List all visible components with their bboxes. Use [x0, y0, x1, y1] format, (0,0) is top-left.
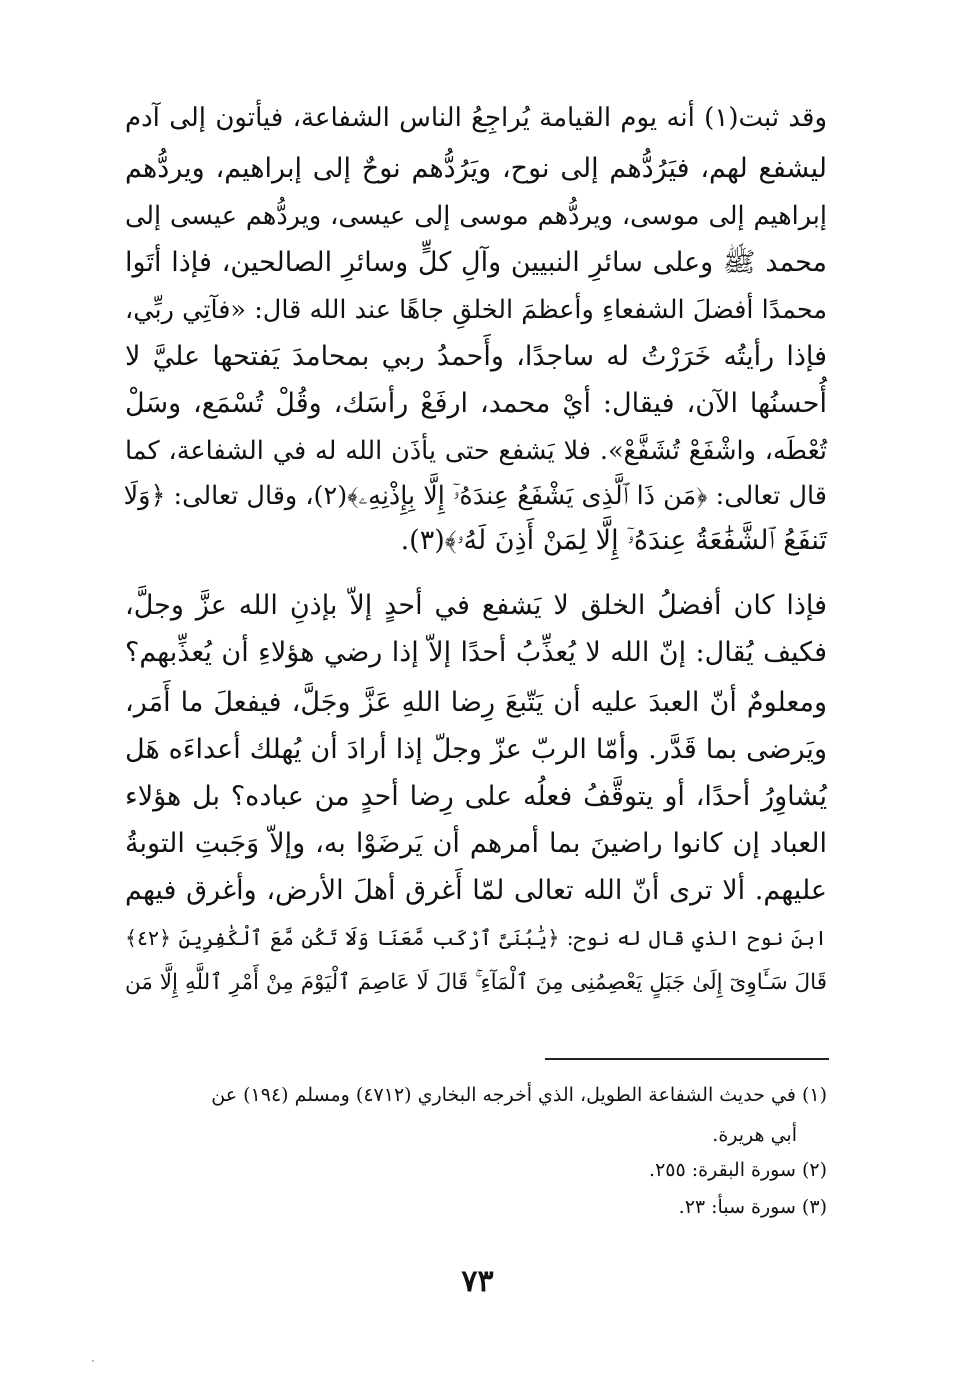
body-line: العباد إن كانوا راضينَ بما أمرهم أن يَرضَوْا به، وإلاّ وَجَبتِ التوبةُ	[125, 828, 827, 859]
body-line: ويَرضى بما قَدَّر. وأمّا الربّ عزّ وجلّ إذا أرادَ أن يُهلك أعداءَه هَل	[125, 734, 827, 765]
body-line: أُحسنُها الآن، فيقال: أيْ محمد، ارفَعْ رأسَك، وقُلْ تُسْمَع، وسَلْ	[125, 388, 827, 419]
body-line: محمد ﷺ وعلى سائرِ النبيين وآلِ كلٍّ وسائرِ الصالحين، فإذا أتَوا	[125, 247, 827, 278]
body-line: تَنفَعُ ٱلشَّفَٰعَةُ عِندَهُۥٓ إِلَّا لِمَنْ أَذِنَ لَهُۥ﴾(٣).	[400, 525, 827, 556]
footnote-2: (٢) سورة البقرة: ٢٥٥.	[649, 1159, 827, 1181]
body-line: ليشفع لهم، فيَرُدُّهم إلى نوح، ويَرُدُّهم نوحٌ إلى إبراهيم، ويردُّهم	[125, 153, 827, 184]
footnote-separator	[545, 1058, 829, 1060]
body-line: محمدًا أفضلَ الشفعاءِ وأعظمَ الخلقِ جاهًا عند الله قال: «فآتِي ربِّي،	[125, 295, 827, 325]
body-line: يُشاوِرُ أحدًا، أو يتوقَّفُ فعلُه على رِضا أحدٍ من عباده؟ بل هؤلاء	[125, 781, 827, 812]
body-line: فإذا رأيتُه خَرَرْتُ له ساجدًا، وأَحمدُ ربي بمحامدَ يَفتحها عليَّ لا	[125, 341, 827, 372]
body-line: ومعلومٌ أنّ العبدَ عليه أن يَتّبعَ رِضا اللهِ عَزَّ وجَلَّ، فيفعلَ ما أَمَر،	[125, 687, 827, 718]
body-line: فكيف يُقال: إنّ الله لا يُعذِّبُ أحدًا إلاّ إذا رضي هؤلاءِ أن يُعذِّبهم؟	[125, 637, 827, 668]
footnote-3: (٣) سورة سبأ: ٢٣.	[678, 1196, 827, 1218]
body-line: فإذا كان أفضلُ الخلق لا يَشفع في أحدٍ إلاّ بإذنِ الله عزَّ وجلَّ،	[125, 590, 827, 621]
body-line: قال تعالى: ﴿مَن ذَا ٱلَّذِى يَشْفَعُ عِندَهُۥٓ إِلَّا بِإِذْنِهِۦ﴾(٢)، وقال تعالى: ﴿وَلَا	[123, 481, 827, 511]
body-line: عليهم. ألا ترى أنّ الله تعالى لمّا أَغرق أهلَ الأرض، وأغرق فيهم	[125, 875, 827, 906]
footnote-1-continuation: أبي هريرة.	[712, 1124, 797, 1146]
footnote-1: (١) في حديث الشفاعة الطويل، الذي أخرجه البخاري (٤٧١٢) ومسلم (١٩٤) عن	[211, 1084, 827, 1106]
page-number: ٧٣	[461, 1264, 494, 1299]
body-line: تُعْطَه، واشْفَعْ تُشَفَّعْ». فلا يَشفع حتى يأذَن الله له في الشفاعة، كما	[125, 436, 827, 466]
body-line: وقد ثبت(١) أنه يوم القيامة يُراجِعُ الناس الشفاعة، فيأتون إلى آدم	[125, 103, 828, 133]
body-line: قَالَ سَـَٔاوِىٓ إِلَىٰ جَبَلٍ يَعْصِمُنِى مِنَ ٱلْمَآءِ ۚ قَالَ لَا عَاصِمَ ٱلْيَوْمَ مِنْ أَمْرِ ٱللَّهِ إِلَّا مَن	[125, 970, 827, 995]
body-line: ابنَ نوح الذي قال له نوح: ﴿يَٰبُنَىَّ ٱرْكَب مَّعَنَا وَلَا تَكُن مَّعَ ٱلْكَٰفِرِينَ ﴿٤٢﴾	[125, 926, 827, 950]
body-line: إبراهيم إلى موسى، ويردُّهم موسى إلى عيسى، ويردُّهم عيسى إلى	[125, 201, 827, 231]
paper-speck	[92, 1360, 94, 1362]
